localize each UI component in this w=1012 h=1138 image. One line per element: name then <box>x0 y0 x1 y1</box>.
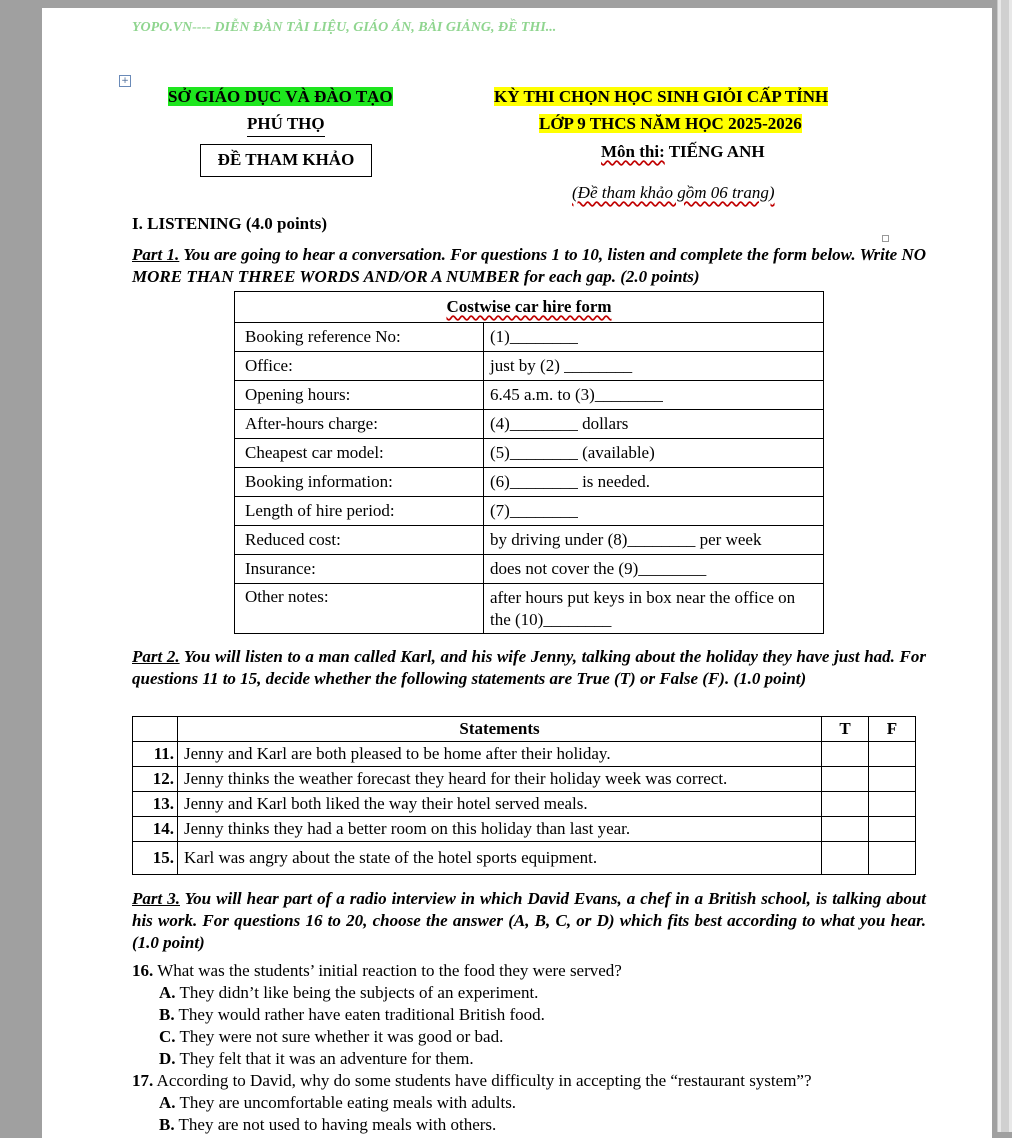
answer-cell-f[interactable] <box>869 742 916 767</box>
table-row: 11. Jenny and Karl are both pleased to be home after their holiday. <box>133 742 916 767</box>
table-row: After-hours charge: (4)________ dollars <box>235 410 824 439</box>
part1-instruction: Part 1. You are going to hear a conversation. For questions 1 to 10, listen and complete the form below. Write NO MORE THAN THREE WORDS AND/OR A NUMBER for each gap. (2.0 points) <box>132 245 926 286</box>
q16-option-b: B. They would rather have eaten traditional British food. <box>159 1005 545 1024</box>
answer-cell-f[interactable] <box>869 817 916 842</box>
question-17: 17. According to David, why do some students have difficulty in accepting the “restaurant system”? <box>132 1071 812 1090</box>
q17-option-a: A. They are uncomfortable eating meals with adults. <box>159 1093 517 1112</box>
answer-cell-t[interactable] <box>822 842 869 875</box>
table-row: Length of hire period: (7)________ <box>235 497 824 526</box>
answer-cell-t[interactable] <box>822 792 869 817</box>
answer-cell-f[interactable] <box>869 842 916 875</box>
grade-year: LỚP 9 THCS NĂM HỌC 2025-2026 <box>539 114 802 133</box>
car-hire-form-table <box>234 291 824 634</box>
table-move-handle-icon[interactable]: + <box>119 75 131 87</box>
table-row: Opening hours: 6.45 a.m. to (3)________ <box>235 381 824 410</box>
table-row: 15. Karl was angry about the state of the hotel sports equipment. <box>133 842 916 875</box>
answer-cell-t[interactable] <box>822 742 869 767</box>
province-name: PHÚ THỌ <box>247 114 325 137</box>
answer-cell-t[interactable] <box>822 817 869 842</box>
pages-note: (Đề tham khảo gồm 06 trang) <box>572 183 775 202</box>
form-title: Costwise car hire form <box>235 292 824 323</box>
table-row: 13. Jenny and Karl both liked the way their hotel served meals. <box>133 792 916 817</box>
header-link[interactable]: YOPO.VN---- DIỄN ĐÀN TÀI LIỆU, GIÁO ÁN, BÀI GIẢNG, ĐỀ THI... <box>132 20 557 35</box>
table-row: Insurance: does not cover the (9)________ <box>235 555 824 584</box>
part2-instruction: Part 2. You will listen to a man called Karl, and his wife Jenny, talking about the holiday they have just had. For questions 11 to 15, decide whether the following statements are True (T) or False (F). (1.0 point) <box>132 647 926 688</box>
section-listening-title: I. LISTENING (4.0 points) <box>132 214 328 233</box>
table-row: Booking reference No: (1)________ <box>235 323 824 352</box>
doc-type-box: ĐỀ THAM KHẢO <box>200 144 372 177</box>
table-row: 12. Jenny thinks the weather forecast they heard for their holiday week was correct. <box>133 767 916 792</box>
question-16: 16. What was the students’ initial reaction to the food they were served? <box>132 961 622 980</box>
num-header <box>133 717 178 742</box>
q17-option-b: B. They are not used to having meals with others. <box>159 1115 497 1134</box>
table-row: Reduced cost: by driving under (8)________ per week <box>235 526 824 555</box>
table-row: Cheapest car model: (5)________ (available) <box>235 439 824 468</box>
part3-instruction: Part 3. You will hear part of a radio interview in which David Evans, a chef in a British school, is talking about his work. For questions 16 to 20, choose the answer (A, B, C, or D) which fits best according to what you hear. (1.0 point) <box>132 889 927 952</box>
document-page <box>42 8 992 1138</box>
answer-cell-f[interactable] <box>869 792 916 817</box>
text-boundary-marker <box>882 235 889 242</box>
true-false-table <box>132 716 916 875</box>
answer-cell-t[interactable] <box>822 767 869 792</box>
dept-name: SỞ GIÁO DỤC VÀ ĐÀO TẠO <box>168 87 393 106</box>
table-row: 14. Jenny thinks they had a better room on this holiday than last year. <box>133 817 916 842</box>
answer-cell-f[interactable] <box>869 767 916 792</box>
statements-header: Statements <box>178 717 822 742</box>
scrollbar-thumb[interactable] <box>1001 0 1009 1132</box>
t-header: T <box>822 717 869 742</box>
q16-option-a: A. They didn’t like being the subjects of an experiment. <box>159 983 539 1002</box>
table-row: Office: just by (2) ________ <box>235 352 824 381</box>
f-header: F <box>869 717 916 742</box>
q16-option-d: D. They felt that it was an adventure for them. <box>159 1049 474 1068</box>
table-row: Booking information: (6)________ is needed. <box>235 468 824 497</box>
q16-option-c: C. They were not sure whether it was good or bad. <box>159 1027 504 1046</box>
subject-line: Môn thi: TIẾNG ANH <box>601 142 765 161</box>
vertical-scrollbar[interactable] <box>997 0 1012 1132</box>
exam-title: KỲ THI CHỌN HỌC SINH GIỎI CẤP TỈNH <box>494 87 829 106</box>
table-row: Other notes: after hours put keys in box near the office on the (10)________ <box>235 584 824 634</box>
